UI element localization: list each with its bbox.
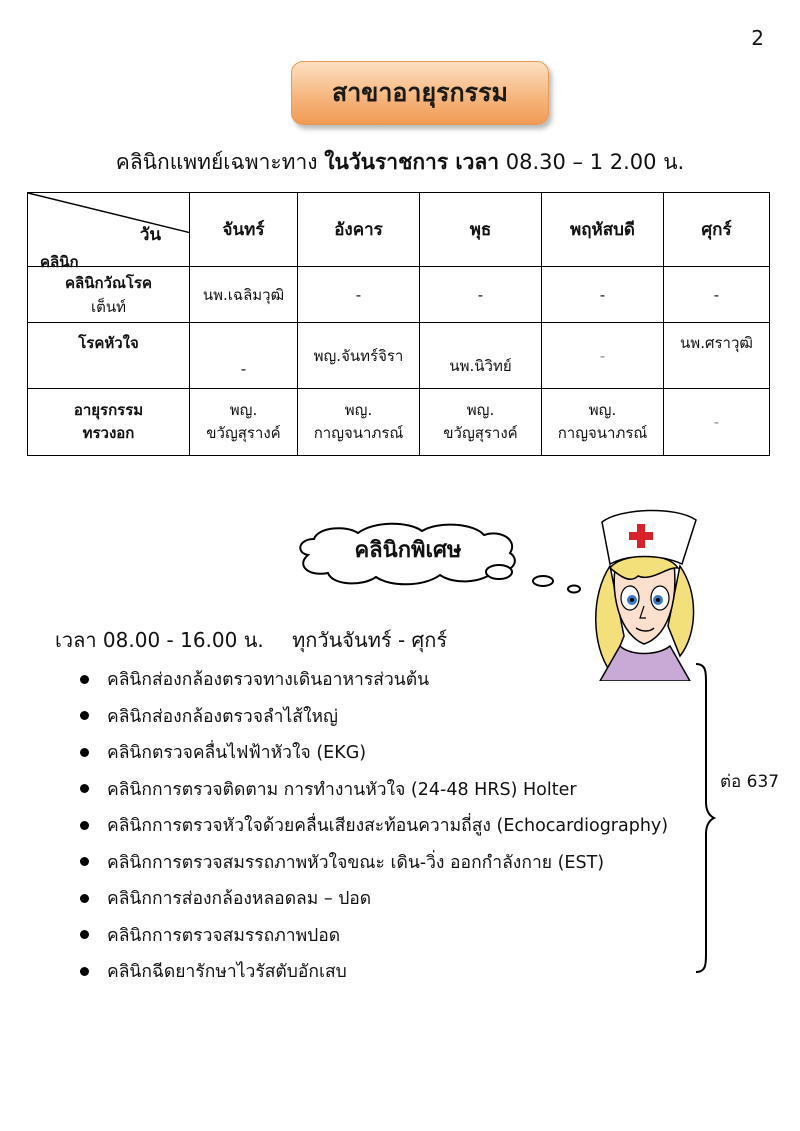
subtitle-days: ในวันราชการ เวลา (324, 150, 500, 174)
list-item (80, 698, 668, 735)
schedule-cell: - (190, 323, 298, 389)
day-header: พุธ (420, 193, 542, 267)
phone-extension: ต่อ 637 (720, 772, 780, 792)
table-row (28, 267, 770, 323)
list-item-label: คลินิกตรวจคลื่นไฟฟ้าหัวใจ (EKG) (107, 743, 367, 764)
clinic-name: อายุรกรรม (73, 400, 144, 419)
doctor-title: พญ. (588, 400, 617, 419)
nurse-icon (580, 506, 710, 681)
doctor-name: กาญจนาภรณ์ (557, 424, 648, 442)
list-item (80, 880, 668, 917)
day-header: อังคาร (298, 193, 420, 267)
special-days: ทุกวันจันทร์ - ศุกร์ (292, 628, 448, 652)
subtitle-time: 08.30 – 1 2.00 น. (505, 150, 685, 174)
schedule-subtitle (0, 146, 800, 179)
bullet-icon (80, 784, 89, 793)
schedule-cell: นพ.นิวิทย์ (420, 323, 542, 389)
clinic-subname: ทรวงอก (82, 424, 135, 442)
list-item-label: คลินิกการตรวจหัวใจด้วยคลื่นเสียงสะท้อนความถี่สูง (Echocardiography) (107, 816, 669, 837)
list-item (80, 661, 668, 698)
list-item-label: คลินิกการตรวจสมรรถภาพหัวใจขณะ เดิน-วิ่ง ออกกำลังกาย (EST) (107, 852, 605, 873)
clinic-subname: เต็นท์ (90, 297, 126, 316)
schedule-table (27, 192, 770, 456)
list-item (80, 953, 668, 990)
list-item-label: คลินิกการส่องกล้องหลอดลม – ปอด (107, 889, 372, 910)
list-item (80, 807, 668, 844)
doctor-name: ขวัญสุรางค์ (443, 424, 518, 442)
list-item (80, 917, 668, 954)
doctor-title: พญ. (344, 400, 373, 419)
special-clinic-hours (55, 624, 447, 656)
table-header-row (28, 193, 770, 267)
clinic-name-cell: โรคหัวใจ (28, 323, 190, 389)
doctor-name: กาญจนาภรณ์ (313, 424, 404, 442)
bullet-icon (80, 711, 89, 720)
bullet-icon (80, 894, 89, 903)
corner-clinic-label: คลินิก (40, 253, 79, 271)
bullet-icon (80, 967, 89, 976)
page-number: 2 (751, 26, 764, 50)
bullet-icon (80, 675, 89, 684)
special-clinic-title: คลินิกพิเศษ (354, 538, 462, 563)
schedule-cell: นพ.เฉลิมวุฒิ (190, 267, 298, 323)
special-clinic-list (80, 661, 668, 990)
schedule-cell: - (542, 323, 664, 389)
list-item (80, 734, 668, 771)
clinic-name-cell (28, 389, 190, 456)
day-header: พฤหัสบดี (542, 193, 664, 267)
special-time: เวลา 08.00 - 16.00 น. (55, 628, 264, 652)
schedule-cell: - (664, 267, 770, 323)
doctor-title: พญ. (229, 400, 258, 419)
clinic-name: คลินิกวัณโรค (64, 273, 153, 292)
bullet-icon (80, 821, 89, 830)
schedule-cell (542, 389, 664, 456)
day-header: ศุกร์ (664, 193, 770, 267)
list-item-label: คลินิกส่องกล้องตรวจทางเดินอาหารส่วนต้น (107, 670, 430, 691)
schedule-cell: - (664, 389, 770, 456)
list-item-label: คลินิกการตรวจสมรรถภาพปอด (107, 925, 341, 946)
list-item-label: คลินิกการตรวจติดตาม การทำงานหัวใจ (24-48 HRS) Holter (107, 779, 577, 800)
curly-brace-icon (694, 662, 716, 974)
schedule-cell (298, 389, 420, 456)
list-item-label: คลินิกฉีดยารักษาไวรัสตับอักเสบ (107, 962, 347, 983)
schedule-cell (190, 389, 298, 456)
clinic-name-cell (28, 267, 190, 323)
bullet-icon (80, 930, 89, 939)
table-row (28, 323, 770, 389)
corner-day-label: วัน (139, 225, 161, 245)
list-item (80, 844, 668, 881)
table-corner-cell (28, 193, 190, 271)
table-row (28, 389, 770, 456)
list-item-label: คลินิกส่องกล้องตรวจลำไส้ใหญ่ (107, 706, 338, 727)
schedule-cell: พญ.จันทร์จิรา (298, 323, 420, 389)
schedule-cell (420, 389, 542, 456)
bullet-icon (80, 748, 89, 757)
thought-cloud-icon (288, 515, 608, 595)
schedule-cell: - (420, 267, 542, 323)
subtitle-clinic-type: คลินิกแพทย์เฉพาะทาง (115, 150, 318, 174)
schedule-cell: - (542, 267, 664, 323)
schedule-cell: - (298, 267, 420, 323)
schedule-cell: นพ.ศราวุฒิ (664, 323, 770, 389)
doctor-title: พญ. (466, 400, 495, 419)
day-header: จันทร์ (190, 193, 298, 267)
doctor-name: ขวัญสุรางค์ (206, 424, 281, 442)
bullet-icon (80, 857, 89, 866)
section-banner: สาขาอายุรกรรม (291, 61, 549, 125)
list-item (80, 771, 668, 808)
